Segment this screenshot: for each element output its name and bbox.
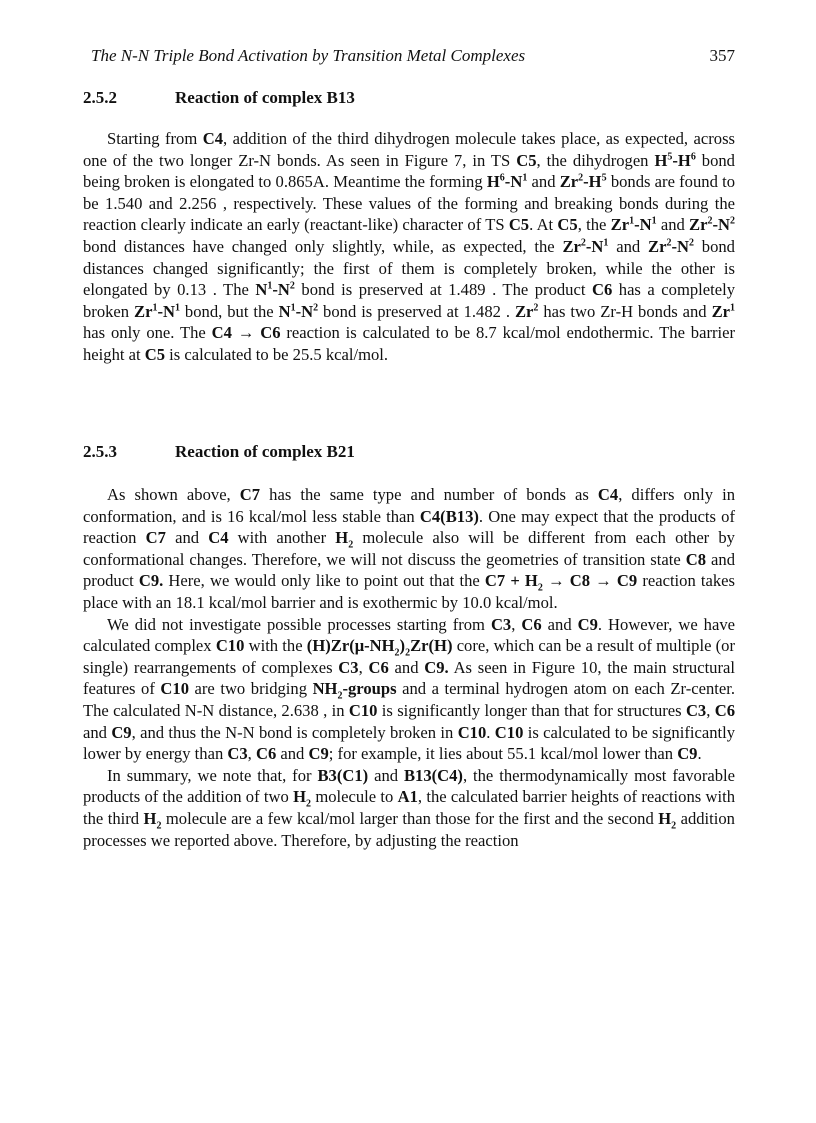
bond-label: $Zr^2-N^2$ (648, 236, 694, 256)
paragraph: As shown above, C7 has the same type and number of bonds as C4, differs only in conformation, and is 16 kcal/mol less stable than C4(B13). One may expect that the products of reaction C7 and C4 with another $H_2$ molecule also will be different from each other by conformational changes. Therefore, we will not discuss the geometries of transition state C8 and product C9. Here, we would only like to point out that the $C7 + H_2 \to C8 \to C9$ reaction takes place with an 18.1 kcal/mol barrier and is exothermic by 10.0 kcal/mol. (83, 485, 736, 612)
page-number: 357 (709, 46, 735, 65)
bond-label: $H^6-N^1$ (486, 172, 528, 192)
section-number: 2.5.3 (83, 442, 117, 461)
reaction-label: $C7 + H_2 \to C8 \to C9$ (484, 571, 638, 594)
formula: $(H)Zr(\mu-NH_2)_2Zr(H)$ (306, 636, 453, 659)
bond-label: $Zr^1-N^1$ (134, 301, 180, 321)
paragraph: We did not investigate possible processes starting from C3, C6 and C9. However, we have calculated complex C10 with the $(H)Zr(\mu-NH_2)_2Zr(H)$ core, which can be a result of multiple (or single) rearrangements of complexes C3, C6 and C9. As seen in Figure 10, the main structural features of C10 are two bridging $NH_2$-groups and a terminal hydrogen atom on each Zr-center. The calculated N-N distance, 2.638 , in C10 is significantly longer than that for structures C3, C6 and C9, and thus the N-N bond is completely broken in C10. C10 is calculated to be significantly lower by energy than C3, C6 and C9; for example, it lies about 55.1 kcal/mol lower than C9. (83, 614, 736, 764)
section-number: 2.5.2 (83, 88, 117, 107)
bond-label: $N^1-N^2$ (278, 301, 319, 321)
paragraph: In summary, we note that, for B3(C1) and B13(C4), the thermodynamically most favorable products of the addition of two $H_2$ molecule to A1, the calculated barrier heights of reactions with the third $H_2$ molecule are a few kcal/mol larger than those for the first and the second $H_2$ addition processes we reported above. Therefore, by adjusting the reaction (83, 765, 736, 850)
formula: $H_2$ (293, 787, 312, 810)
section-2-5-3-body (83, 484, 735, 851)
bond-label: $Zr^2-N^2$ (689, 215, 735, 235)
section-title: Reaction of complex B13 (175, 88, 355, 107)
section-heading-2-5-2 (83, 88, 355, 108)
formula: $H_2$ (658, 808, 677, 832)
section-2-5-2-body (83, 128, 735, 366)
paragraph: Starting from C4, addition of the third dihydrogen molecule takes place, as expected, across one of the two longer Zr-N bonds. As seen in Figure 7, in TS C5, the dihydrogen $H^5-H^6$ bond being broken is elongated to 0.865A. Meantime the forming $H^6-N^1$ and $Zr^2-H^5$ bonds are found to be 1.540 and 2.256 , respectively. These values of the forming and breaking bonds during the reaction clearly indicate an early (reactant-like) character of TS C5. At C5, the $Zr^1-N^1$ and $Zr^2-N^2$ bond distances have changed only slightly, while, as expected, the $Zr^2-N^1$ and $Zr^2-N^2$ bond distances changed significantly; the first of them is completely broken, while the other is elongated by 0.13 . The $N^1-N^2$ bond is preserved at 1.489 . The product C6 has a completely broken $Zr^1-N^1$ bond, but the $N^1-N^2$ bond is preserved at 1.482 . Zr$^2$ has two Zr-H bonds and Zr$^1$ has only one. The C4 → C6 reaction is calculated to be 8.7 kcal/mol endothermic. The barrier height at C5 is calculated to be 25.5 kcal/mol. (83, 129, 736, 364)
atom-label: Zr$^2$ (514, 301, 539, 321)
formula: $NH_2$-groups (312, 679, 397, 702)
running-title: The N-N Triple Bond Activation by Transition Metal Complexes (91, 46, 526, 65)
bond-label: $H^5-H^6$ (654, 150, 696, 170)
formula: $H_2$ (335, 528, 354, 551)
atom-label: Zr$^1$ (711, 301, 735, 321)
bond-label: $N^1-N^2$ (255, 280, 295, 300)
bond-label: $Zr^2-H^5$ (559, 172, 607, 192)
running-header (83, 46, 735, 68)
formula: $H_2$ (143, 808, 162, 832)
bond-label: $Zr^1-N^1$ (610, 215, 657, 235)
bond-label: $Zr^2-N^1$ (562, 236, 609, 256)
section-title: Reaction of complex B21 (175, 442, 355, 461)
reaction-label: C4 → C6 (211, 323, 281, 343)
section-heading-2-5-3 (83, 442, 355, 462)
